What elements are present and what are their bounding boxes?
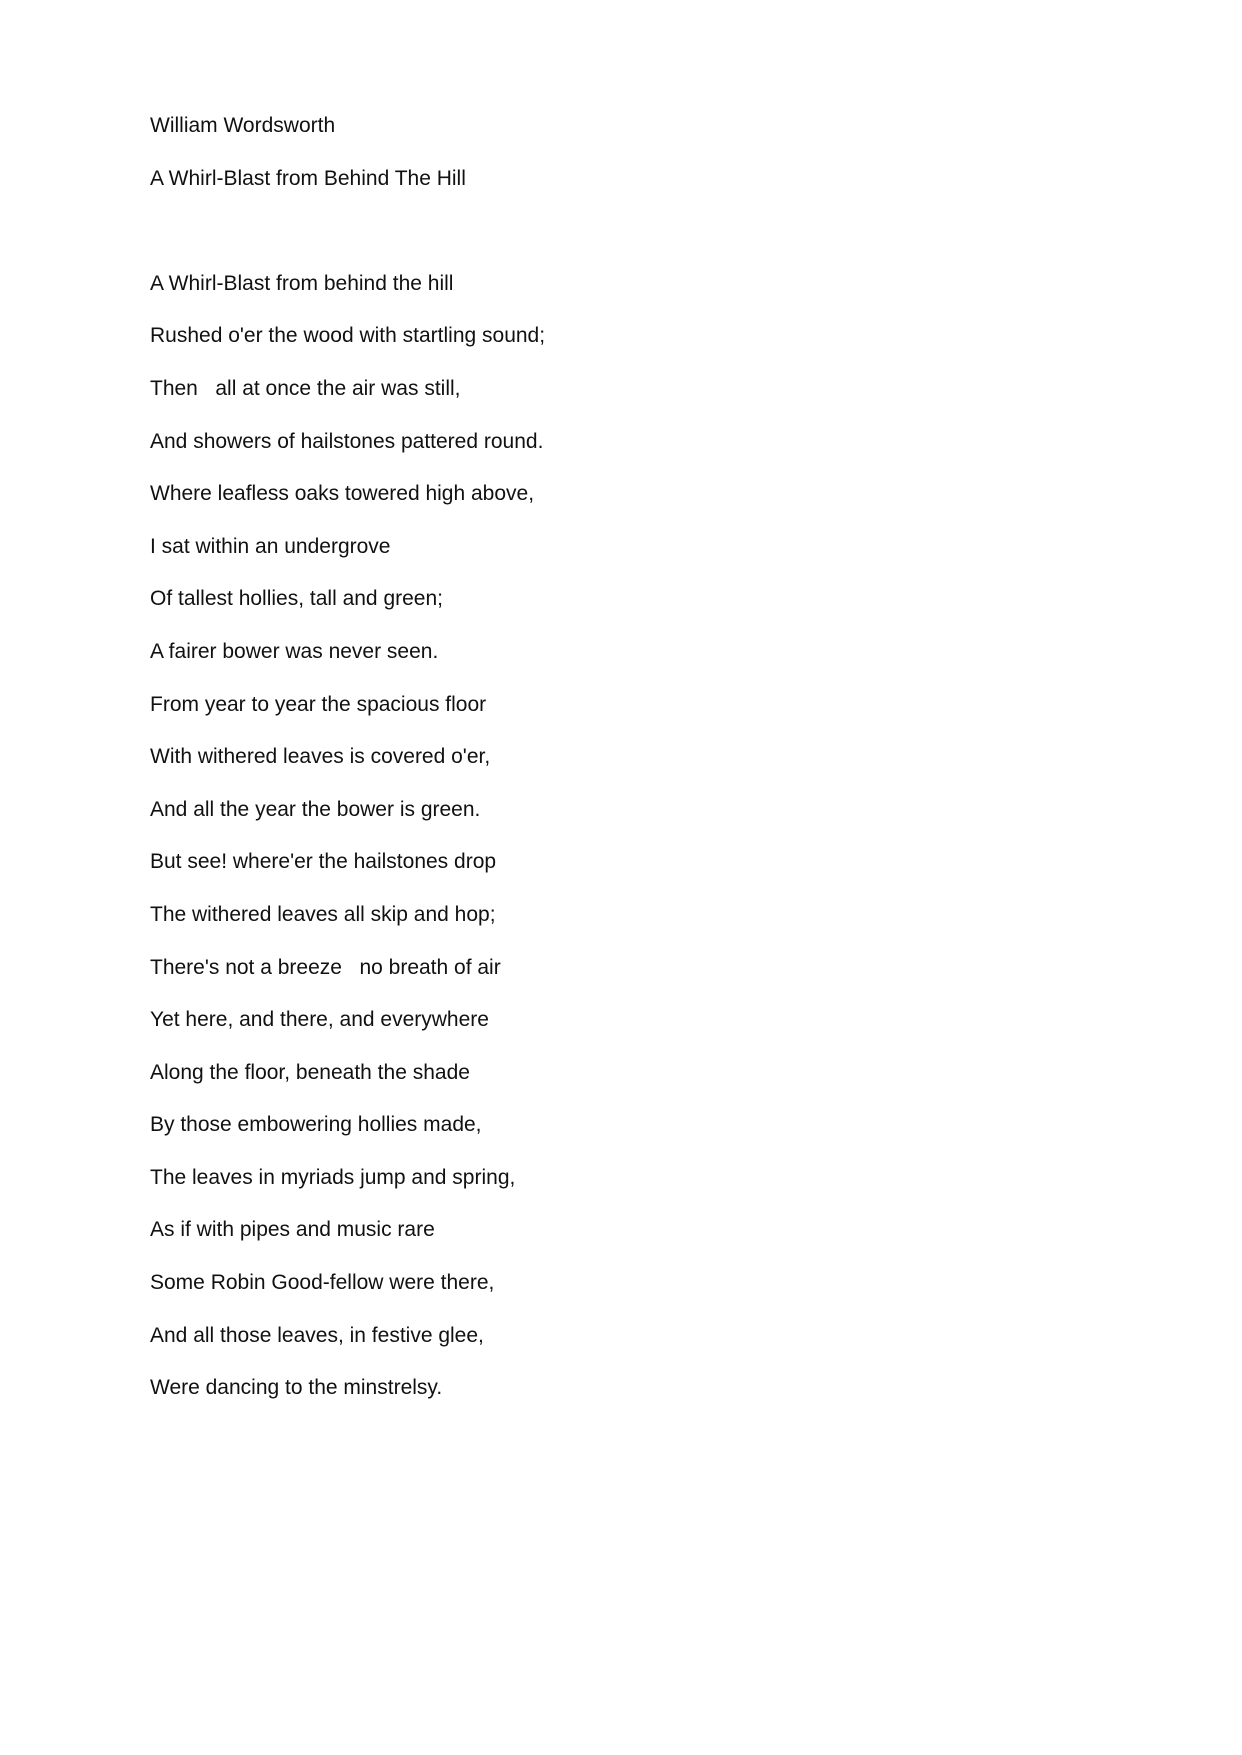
poem-line: Yet here, and there, and everywhere [150,1008,489,1032]
poem-line: From year to year the spacious floor [150,692,487,716]
poem-line: But see! where'er the hailstones drop [150,850,497,874]
poem-line: Then all at once the air was still, [150,376,461,400]
poem-line: With withered leaves is covered o'er, [150,745,491,769]
poem-line: There's not a breeze no breath of air [150,955,501,979]
poem-line: Along the floor, beneath the shade [150,1060,470,1084]
document-body [150,100,1090,1415]
poem-line: And all those leaves, in festive glee, [150,1323,484,1347]
poem-line: Rushed o'er the wood with startling sound; [150,324,546,348]
poem-line: And showers of hailstones pattered round. [150,429,544,453]
poem-body [150,258,1090,1415]
poem-line: Were dancing to the minstrelsy. [150,1376,443,1400]
poem-line: A fairer bower was never seen. [150,639,439,663]
poem-title: A Whirl-Blast from Behind The Hill [150,166,466,190]
poem-line: I sat within an undergrove [150,534,391,558]
poem-line: And all the year the bower is green. [150,797,481,821]
poem-line: Of tallest hollies, tall and green; [150,587,443,611]
poem-line: The withered leaves all skip and hop; [150,902,496,926]
poem-line: As if with pipes and music rare [150,1218,435,1242]
poem-line: Where leafless oaks towered high above, [150,482,535,506]
poem-line: By those embowering hollies made, [150,1113,482,1137]
author-name: William Wordsworth [150,114,336,137]
blank-line [150,205,1090,258]
poem-line: A Whirl-Blast from behind the hill [150,271,454,295]
poem-line: The leaves in myriads jump and spring, [150,1165,516,1189]
poem-line: Some Robin Good-fellow were there, [150,1271,495,1295]
